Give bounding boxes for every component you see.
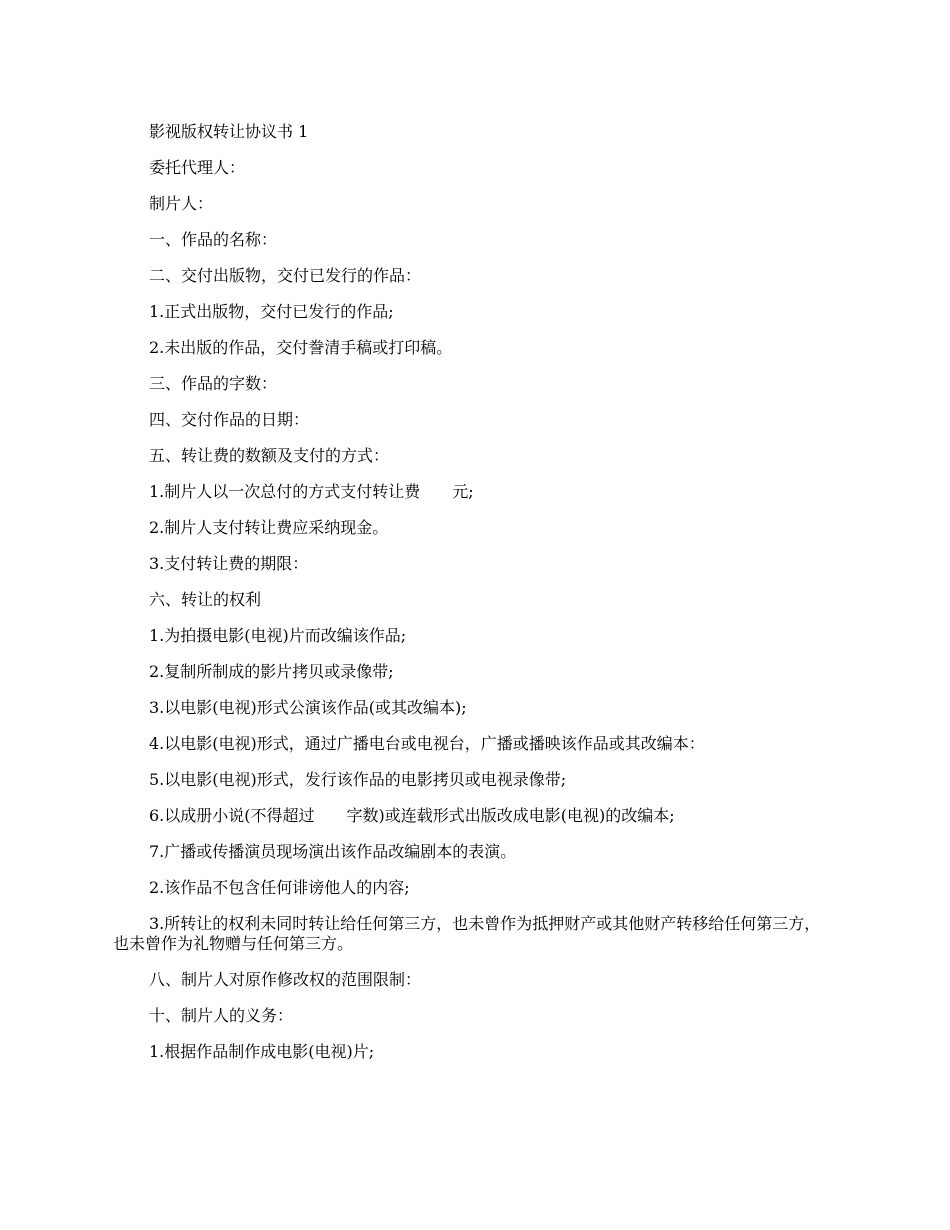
- paragraph-rights-5: 5.以电影(电视)形式，发行该作品的电影拷贝或电视录像带;: [149, 770, 567, 789]
- paragraph-obligations: 十、制片人的义务：: [149, 1006, 294, 1025]
- paragraph-fee-2: 2.制片人支付转让费应采纳现金。: [149, 518, 389, 537]
- paragraph-rights-3: 3.以电影(电视)形式公演该作品(或其改编本);: [149, 698, 467, 717]
- paragraph-work-name: 一、作品的名称：: [149, 230, 278, 249]
- paragraph-warranty-2: 2.该作品不包含任何诽谤他人的内容;: [149, 878, 410, 897]
- paragraph-producer: 制片人：: [149, 194, 214, 213]
- paragraph-rights: 六、转让的权利: [149, 590, 262, 609]
- document-title: 影视版权转让协议书 1: [149, 122, 309, 141]
- paragraph-delivery-2: 2.未出版的作品，交付誊清手稿或打印稿。: [149, 338, 453, 357]
- paragraph-obligations-1: 1.根据作品制作成电影(电视)片;: [149, 1042, 375, 1061]
- paragraph-fee-3: 3.支付转让费的期限：: [149, 554, 309, 573]
- paragraph-rights-6: 6.以成册小说(不得超过 字数)或连载形式出版改成电影(电视)的改编本;: [149, 806, 675, 825]
- paragraph-rights-1: 1.为拍摄电影(电视)片而改编该作品;: [149, 626, 407, 645]
- paragraph-rights-7: 7.广播或传播演员现场演出该作品改编剧本的表演。: [149, 842, 517, 861]
- paragraph-fee: 五、转让费的数额及支付的方式：: [149, 446, 390, 465]
- paragraph-delivery-date: 四、交付作品的日期：: [149, 410, 310, 429]
- paragraph-warranty-3: 3.所转让的权利未同时转让给任何第三方，也未曾作为抵押财产或其他财产转移给任何第三方，也未曾作为礼物赠与任何第三方。: [113, 914, 821, 953]
- paragraph-agent: 委托代理人：: [149, 158, 246, 177]
- paragraph-modification: 八、制片人对原作修改权的范围限制：: [149, 970, 422, 989]
- document-body: [113, 122, 835, 1078]
- paragraph-delivery-1: 1.正式出版物，交付已发行的作品;: [149, 302, 394, 321]
- paragraph-word-count: 三、作品的字数：: [149, 374, 278, 393]
- paragraph-fee-1: 1.制片人以一次总付的方式支付转让费 元;: [149, 482, 474, 501]
- paragraph-delivery: 二、交付出版物，交付已发行的作品：: [149, 266, 422, 285]
- paragraph-rights-2: 2.复制所制成的影片拷贝或录像带;: [149, 662, 394, 681]
- paragraph-rights-4: 4.以电影(电视)形式，通过广播电台或电视台，广播或播映该作品或其改编本：: [149, 734, 705, 753]
